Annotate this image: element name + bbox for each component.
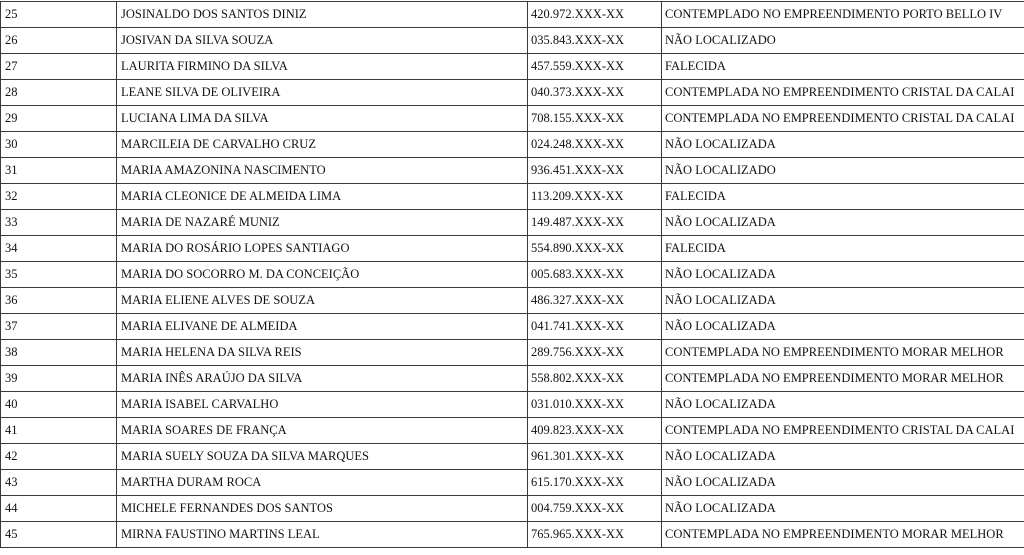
- name-cell: MARTHA DURAM ROCA: [117, 470, 528, 496]
- cpf-cell: 289.756.XXX-XX: [528, 340, 662, 366]
- cpf-cell: 765.965.XXX-XX: [528, 522, 662, 548]
- name-cell: MARIA DO ROSÁRIO LOPES SANTIAGO: [117, 236, 528, 262]
- cpf-cell: 936.451.XXX-XX: [528, 158, 662, 184]
- cpf-cell: 961.301.XXX-XX: [528, 444, 662, 470]
- table-row: [1, 184, 1024, 210]
- row-number-cell: 32: [1, 184, 117, 210]
- table-row: [1, 236, 1024, 262]
- name-cell: JOSINALDO DOS SANTOS DINIZ: [117, 2, 528, 28]
- name-cell: MARIA ELIENE ALVES DE SOUZA: [117, 288, 528, 314]
- table-row: [1, 418, 1024, 444]
- name-cell: MIRNA FAUSTINO MARTINS LEAL: [117, 522, 528, 548]
- status-cell: NÃO LOCALIZADA: [662, 392, 1024, 418]
- name-cell: MARIA SUELY SOUZA DA SILVA MARQUES: [117, 444, 528, 470]
- row-number-cell: 39: [1, 366, 117, 392]
- row-number-cell: 44: [1, 496, 117, 522]
- table-row: [1, 132, 1024, 158]
- status-cell: CONTEMPLADO NO EMPREENDIMENTO PORTO BELLO IV: [662, 2, 1024, 28]
- table-row: [1, 444, 1024, 470]
- name-cell: MARIA AMAZONINA NASCIMENTO: [117, 158, 528, 184]
- table-row: [1, 314, 1024, 340]
- row-number-cell: 34: [1, 236, 117, 262]
- table-row: [1, 522, 1024, 548]
- status-cell: CONTEMPLADA NO EMPREENDIMENTO CRISTAL DA CALAI: [662, 418, 1024, 444]
- name-cell: MARIA HELENA DA SILVA REIS: [117, 340, 528, 366]
- status-cell: CONTEMPLADA NO EMPREENDIMENTO CRISTAL DA CALAI: [662, 80, 1024, 106]
- table-row: [1, 80, 1024, 106]
- status-cell: CONTEMPLADA NO EMPREENDIMENTO CRISTAL DA CALAI: [662, 106, 1024, 132]
- cpf-cell: 486.327.XXX-XX: [528, 288, 662, 314]
- table-row: [1, 496, 1024, 522]
- cpf-cell: 708.155.XXX-XX: [528, 106, 662, 132]
- status-cell: CONTEMPLADA NO EMPREENDIMENTO MORAR MELHOR: [662, 522, 1024, 548]
- cpf-cell: 031.010.XXX-XX: [528, 392, 662, 418]
- table-row: [1, 392, 1024, 418]
- name-cell: LEANE SILVA DE OLIVEIRA: [117, 80, 528, 106]
- table-row: [1, 106, 1024, 132]
- status-cell: CONTEMPLADA NO EMPREENDIMENTO MORAR MELHOR: [662, 340, 1024, 366]
- row-number-cell: 42: [1, 444, 117, 470]
- status-cell: NÃO LOCALIZADA: [662, 132, 1024, 158]
- row-number-cell: 43: [1, 470, 117, 496]
- name-cell: MARCILEIA DE CARVALHO CRUZ: [117, 132, 528, 158]
- status-cell: CONTEMPLADA NO EMPREENDIMENTO MORAR MELHOR: [662, 366, 1024, 392]
- name-cell: MARIA DO SOCORRO M. DA CONCEIÇÃO: [117, 262, 528, 288]
- cpf-cell: 040.373.XXX-XX: [528, 80, 662, 106]
- name-cell: MICHELE FERNANDES DOS SANTOS: [117, 496, 528, 522]
- table-row: [1, 158, 1024, 184]
- status-cell: FALECIDA: [662, 54, 1024, 80]
- cpf-cell: 558.802.XXX-XX: [528, 366, 662, 392]
- row-number-cell: 27: [1, 54, 117, 80]
- name-cell: JOSIVAN DA SILVA SOUZA: [117, 28, 528, 54]
- table-row: [1, 366, 1024, 392]
- table-row: [1, 2, 1024, 28]
- name-cell: MARIA SOARES DE FRANÇA: [117, 418, 528, 444]
- cpf-cell: 041.741.XXX-XX: [528, 314, 662, 340]
- status-cell: NÃO LOCALIZADA: [662, 314, 1024, 340]
- row-number-cell: 28: [1, 80, 117, 106]
- row-number-cell: 29: [1, 106, 117, 132]
- cpf-cell: 457.559.XXX-XX: [528, 54, 662, 80]
- status-cell: NÃO LOCALIZADA: [662, 444, 1024, 470]
- row-number-cell: 41: [1, 418, 117, 444]
- cpf-cell: 149.487.XXX-XX: [528, 210, 662, 236]
- cpf-cell: 005.683.XXX-XX: [528, 262, 662, 288]
- row-number-cell: 45: [1, 522, 117, 548]
- row-number-cell: 25: [1, 2, 117, 28]
- status-cell: NÃO LOCALIZADO: [662, 28, 1024, 54]
- row-number-cell: 40: [1, 392, 117, 418]
- status-cell: NÃO LOCALIZADA: [662, 288, 1024, 314]
- table-body: [1, 2, 1024, 548]
- name-cell: MARIA CLEONICE DE ALMEIDA LIMA: [117, 184, 528, 210]
- table-row: [1, 28, 1024, 54]
- cpf-cell: 035.843.XXX-XX: [528, 28, 662, 54]
- status-cell: FALECIDA: [662, 236, 1024, 262]
- table-row: [1, 262, 1024, 288]
- row-number-cell: 26: [1, 28, 117, 54]
- status-cell: NÃO LOCALIZADA: [662, 210, 1024, 236]
- cpf-cell: 420.972.XXX-XX: [528, 2, 662, 28]
- row-number-cell: 37: [1, 314, 117, 340]
- beneficiary-table: [0, 1, 1024, 548]
- status-cell: NÃO LOCALIZADO: [662, 158, 1024, 184]
- row-number-cell: 30: [1, 132, 117, 158]
- status-cell: FALECIDA: [662, 184, 1024, 210]
- status-cell: NÃO LOCALIZADA: [662, 262, 1024, 288]
- status-cell: NÃO LOCALIZADA: [662, 496, 1024, 522]
- cpf-cell: 615.170.XXX-XX: [528, 470, 662, 496]
- table-row: [1, 54, 1024, 80]
- row-number-cell: 33: [1, 210, 117, 236]
- name-cell: MARIA DE NAZARÉ MUNIZ: [117, 210, 528, 236]
- row-number-cell: 36: [1, 288, 117, 314]
- table-row: [1, 470, 1024, 496]
- name-cell: LUCIANA LIMA DA SILVA: [117, 106, 528, 132]
- status-cell: NÃO LOCALIZADA: [662, 470, 1024, 496]
- table-row: [1, 340, 1024, 366]
- row-number-cell: 31: [1, 158, 117, 184]
- name-cell: MARIA INÊS ARAÚJO DA SILVA: [117, 366, 528, 392]
- table-row: [1, 288, 1024, 314]
- name-cell: LAURITA FIRMINO DA SILVA: [117, 54, 528, 80]
- name-cell: MARIA ISABEL CARVALHO: [117, 392, 528, 418]
- cpf-cell: 554.890.XXX-XX: [528, 236, 662, 262]
- row-number-cell: 38: [1, 340, 117, 366]
- name-cell: MARIA ELIVANE DE ALMEIDA: [117, 314, 528, 340]
- table-row: [1, 210, 1024, 236]
- row-number-cell: 35: [1, 262, 117, 288]
- cpf-cell: 113.209.XXX-XX: [528, 184, 662, 210]
- cpf-cell: 004.759.XXX-XX: [528, 496, 662, 522]
- cpf-cell: 409.823.XXX-XX: [528, 418, 662, 444]
- cpf-cell: 024.248.XXX-XX: [528, 132, 662, 158]
